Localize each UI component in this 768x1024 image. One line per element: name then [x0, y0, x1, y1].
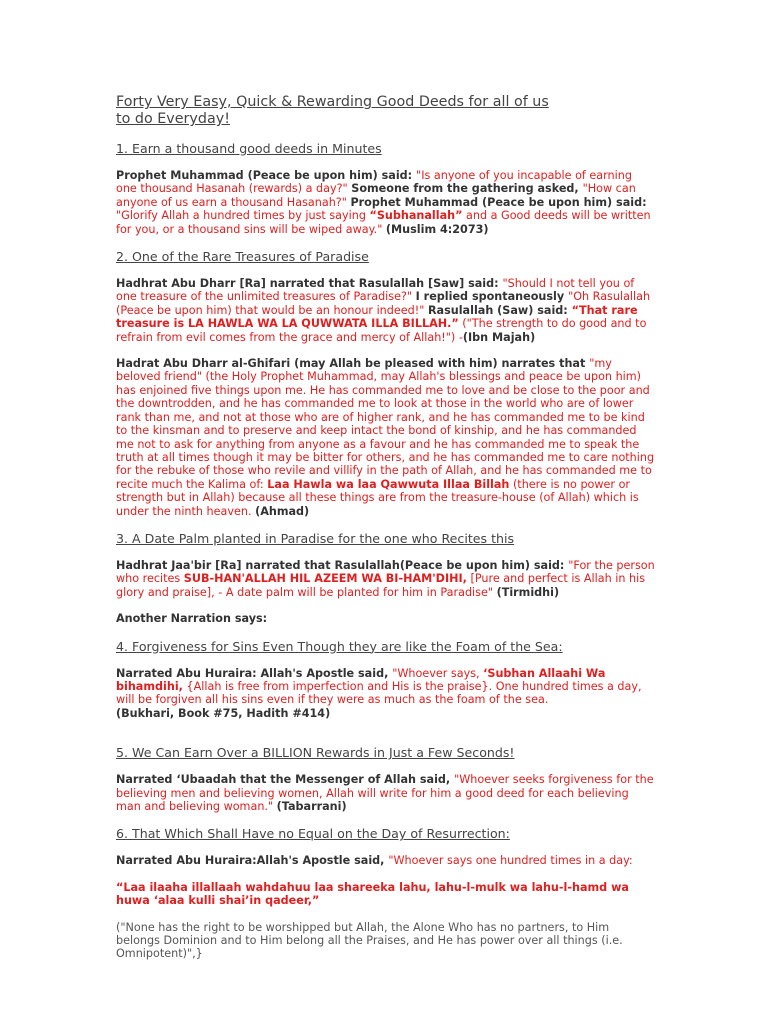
section-4-heading: 4. Forgiveness for Sins Even Though they are like the Foam of the Sea: — [116, 638, 563, 654]
section-2-paragraph-2 — [116, 357, 656, 518]
source-citation: (Ahmad) — [255, 504, 310, 518]
document-title — [116, 94, 656, 128]
section-3-heading: 3. A Date Palm planted in Paradise for the one who Recites this — [116, 530, 515, 546]
narrator-text: Rasulallah (Saw) said: — [427, 303, 572, 317]
quote-text: ("The strength to do good and to refrain from evil comes from the grace and mercy of Allah!") - — [116, 317, 647, 344]
quote-text: "Oh Rasulallah (Peace be upon him) that would be an honour indeed!" — [116, 290, 651, 317]
another-narration-label: Another Narration says: — [116, 612, 268, 626]
quote-text: "Whoever says, — [392, 666, 484, 680]
section-6-paragraph — [116, 854, 656, 867]
quote-text: "my beloved friend" — [116, 357, 612, 384]
spacer — [116, 733, 656, 745]
title-line-1: Forty Very Easy, Quick & Rewarding Good Deeds for all of us — [116, 94, 549, 110]
quote-text: (there is no power or strength but in Allah) because all these things are from the treasure-house (of Allah) which is under the ninth heaven. — [116, 477, 639, 518]
narrator-text: Narrated Abu Huraira:Allah's Apostle said, — [116, 854, 389, 868]
dhikr-text: SUB-HAN'ALLAH HIL AZEEM WA BI-HAM'DIHI, — [183, 572, 467, 586]
quote-text: "Should I not tell you of one treasure of the unlimited treasures of Paradise?" — [116, 277, 635, 304]
source-citation: (Ibn Majah) — [462, 330, 536, 344]
section-1-heading: 1. Earn a thousand good deeds in Minutes — [116, 141, 382, 156]
dhikr-text: ‘Subhan Allaahi Wa bihamdihi, — [116, 666, 606, 693]
section-2-heading: 2. One of the Rare Treasures of Paradise — [116, 249, 369, 265]
source-citation: (Tabarrani) — [276, 800, 347, 813]
source-citation: (Tirmidhi) — [496, 585, 560, 599]
section-3-paragraph — [116, 559, 656, 599]
section-6-dhikr: “Laa ilaaha illallaah wahdahuu laa shareeka lahu, lahu-l-mulk wa lahu-l-hamd wa huwa ‘alaa kulli shai’in qadeer,” — [116, 880, 629, 908]
narrator-text: Hadhrat Abu Dharr [Ra] narrated that Rasulallah [Saw] said: — [116, 277, 503, 291]
quote-text: "Whoever seeks forgiveness for the believing men and believing women, Allah will write for him a good deed for each believing man and believing woman." — [116, 773, 654, 813]
narrator-text: Prophet Muhammad (Peace be upon him) said: — [350, 195, 647, 209]
section-5-paragraph — [116, 773, 656, 813]
narrator-text: Prophet Muhammad (Peace be upon him) said: — [116, 169, 417, 182]
quote-text: "Is anyone of you incapable of earning one thousand Hasanah (rewards) a day?" — [116, 169, 632, 196]
section-2-paragraph-1 — [116, 277, 656, 344]
narrator-text: Hadrat Abu Dharr al-Ghifari (may Allah be pleased with him) narrates that — [116, 357, 590, 371]
title-line-2: to do Everyday! — [116, 111, 230, 127]
section-6-translation: ("None has the right to be worshipped but Allah, the Alone Who has no partners, to Him belongs Dominion and to Him belong all the Praises, and He has power over all things (i.e. Omnipotent)",} — [116, 920, 623, 961]
section-1-paragraph — [116, 169, 656, 236]
quote-text: {Allah is free from imperfection and His is the praise}. One hundred times a day, will be forgiven all his sins even if they were as much as the foam of the sea. — [116, 679, 642, 707]
quote-text: "How can anyone of us earn a thousand Hasanah?" — [116, 182, 636, 209]
source-citation: (Muslim 4:2073) — [385, 222, 489, 236]
quote-text: "Whoever says one hundred times in a day: — [388, 854, 633, 868]
narrator-text: Narrated Abu Huraira: Allah's Apostle said, — [116, 666, 393, 680]
quote-text: "For the person who recites — [116, 558, 655, 586]
quote-text: (the Holy Prophet Muhammad, may Allah's blessings and peace be upon him) has enjoined five things upon me. He has commanded me to love and be close to the poor and the downtrodden, and he has commanded me to look at those in the world who are of lower rank than me, and not at those who are of higher rank, and he has commanded me to be kind to the kinsman and to preserve and keep intact the bond of kinship, and he has commanded me not to ask for anything from anyone as a favour and he has commanded me to speak the truth at all times though it may be bitter for others, and he has commanded me to care nothing for the rebuke of those who revile and villify in the path of Allah, and he has commanded me to recite much the Kalima of: — [116, 370, 655, 491]
document-page — [116, 94, 656, 974]
dhikr-text: Laa Hawla wa laa Qawwuta Illaa Billah — [267, 477, 510, 491]
quote-text: [Pure and perfect is Allah in his glory and praise], - A date palm will be planted for him in Paradise" — [116, 572, 646, 599]
narrator-text: Someone from the gathering asked, — [351, 182, 583, 196]
section-6-heading: 6. That Which Shall Have no Equal on the Day of Resurrection: — [116, 826, 510, 842]
narrator-text: I replied spontaneously — [415, 290, 569, 304]
narrator-text: Narrated ‘Ubaadah that the Messenger of Allah said, — [116, 773, 455, 787]
section-5-heading: 5. We Can Earn Over a BILLION Rewards in Just a Few Seconds! — [116, 745, 515, 761]
section-4-paragraph — [116, 667, 656, 721]
quote-text: "Glorify Allah a hundred times by just saying — [116, 209, 370, 223]
narrator-text: Hadhrat Jaa'bir [Ra] narrated that Rasulallah(Peace be upon him) said: — [116, 558, 569, 572]
dhikr-text: “That rare treasure is LA HAWLA WA LA QUWWATA ILLA BILLAH.” — [116, 303, 638, 331]
dhikr-text: “Subhanallah” — [369, 209, 463, 223]
source-citation: (Bukhari, Book #75, Hadith #414) — [116, 706, 331, 720]
quote-text: and a Good deeds will be written for you, or a thousand sins will be wiped away." — [116, 209, 651, 236]
